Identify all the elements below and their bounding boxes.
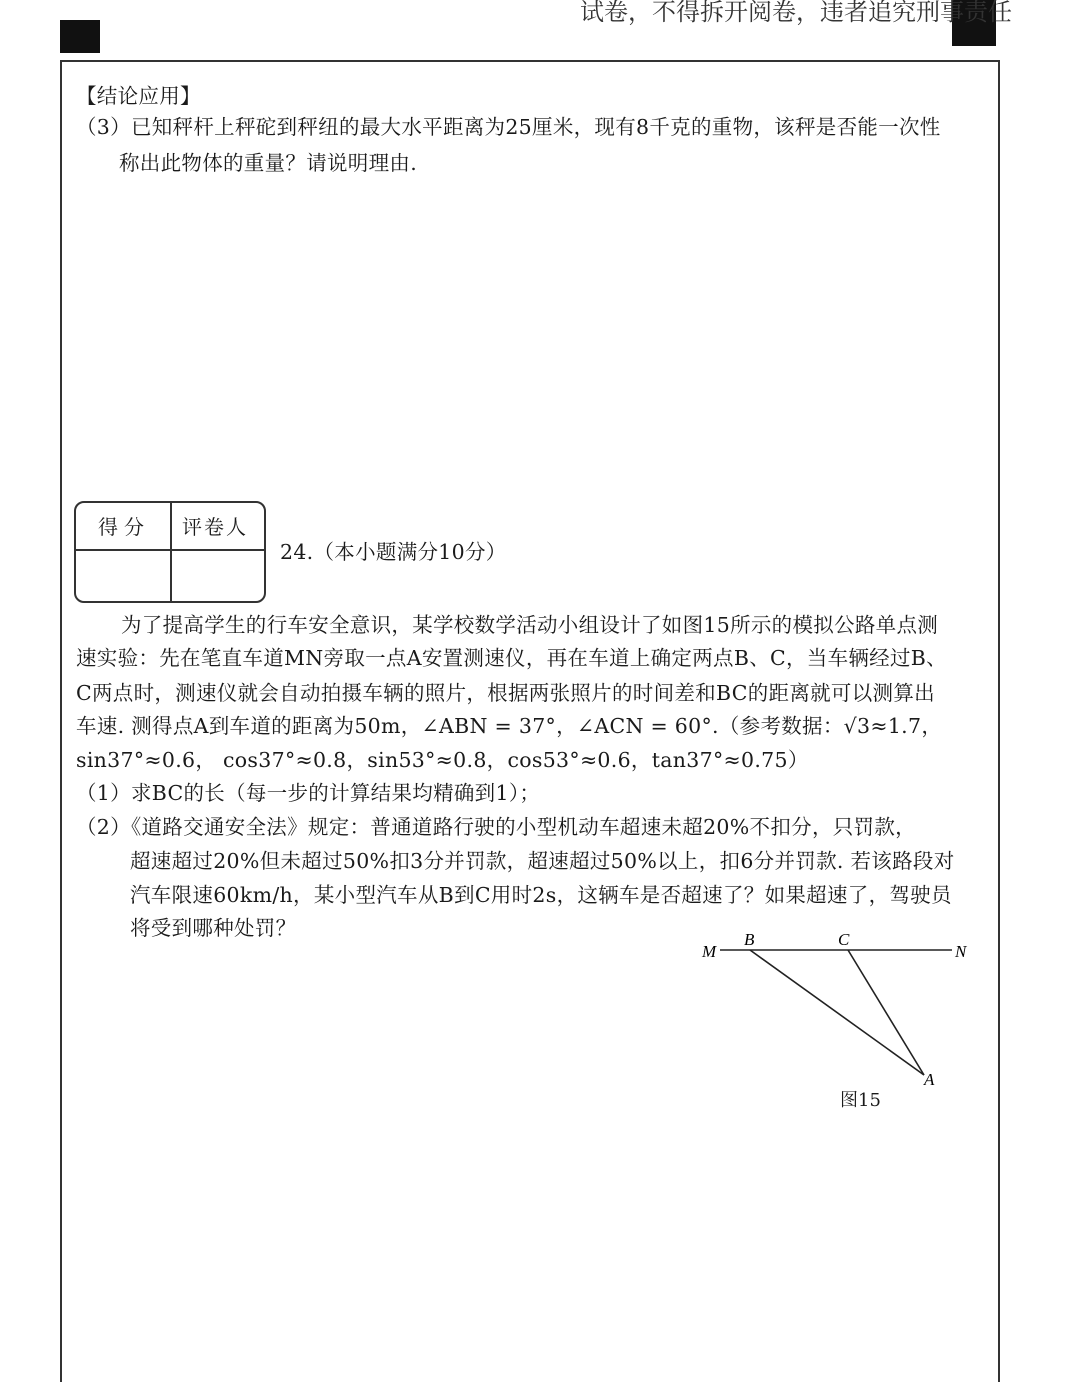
- segment-ba: [750, 950, 924, 1075]
- section-heading: 【结论应用】: [76, 84, 201, 108]
- label-a: A: [924, 1070, 935, 1089]
- question-3-line-1: （3）已知秤杆上秤砣到秤纽的最大水平距离为25厘米，现有8千克的重物，该秤是否能一次性: [76, 115, 941, 139]
- q24-sub-2-line-1: （2）《道路交通安全法》规定：普通道路行驶的小型机动车超速未超20%不扣分，只罚款，: [76, 815, 916, 839]
- grader-label: 评卷人: [182, 515, 248, 539]
- q24-para-line-1: 为了提高学生的行车安全意识，某学校数学活动小组设计了如图15所示的模拟公路单点测: [121, 613, 939, 637]
- q24-para-line-5: sin37°≈0.6， cos37°≈0.8，sin53°≈0.8，cos53°≈0.6，tan37°≈0.75）: [76, 748, 809, 772]
- score-entry-cell[interactable]: [76, 551, 170, 601]
- score-label: 得分: [98, 515, 150, 539]
- question-3-line-2: 称出此物体的重量？请说明理由.: [119, 151, 418, 175]
- q24-sub-2-line-3: 汽车限速60km/h，某小型汽车从B到C用时2s，这辆车是否超速了？如果超速了，驾驶员: [130, 883, 952, 907]
- figure-caption: 图15: [840, 1090, 881, 1111]
- header-cut-text: 试卷，不得拆开阅卷，违者追究刑事责任: [580, 0, 1012, 26]
- q24-para-line-4: 车速. 测得点A到车道的距离为50m，∠ABN = 37°，∠ACN = 60°.（参考数据：√3≈1.7，: [76, 714, 943, 738]
- q24-sub-1: （1）求BC的长（每一步的计算结果均精确到1）；: [76, 781, 541, 805]
- label-m: M: [702, 942, 717, 961]
- q24-para-line-3: C两点时，测速仪就会自动拍摄车辆的照片，根据两张照片的时间差和BC的距离就可以测算出: [76, 681, 935, 705]
- label-b: B: [744, 930, 755, 949]
- q24-sub-2-line-2: 超速超过20%但未超过50%扣3分并罚款，超速超过50%以上，扣6分并罚款. 若该路段对: [130, 849, 955, 873]
- label-c: C: [838, 930, 850, 949]
- q24-sub-2-line-4: 将受到哪种处罚？: [130, 916, 297, 940]
- label-n: N: [955, 942, 967, 961]
- grader-entry-cell[interactable]: [172, 551, 264, 601]
- question-24-title: 24.（本小题满分10分）: [280, 540, 507, 564]
- q24-para-line-2: 速实验：先在笔直车道MN旁取一点A安置测速仪，再在车道上确定两点B、C，当车辆经过B、: [76, 646, 947, 670]
- corner-marker-left: [60, 20, 100, 53]
- segment-ca: [848, 950, 924, 1075]
- score-table: [74, 501, 266, 603]
